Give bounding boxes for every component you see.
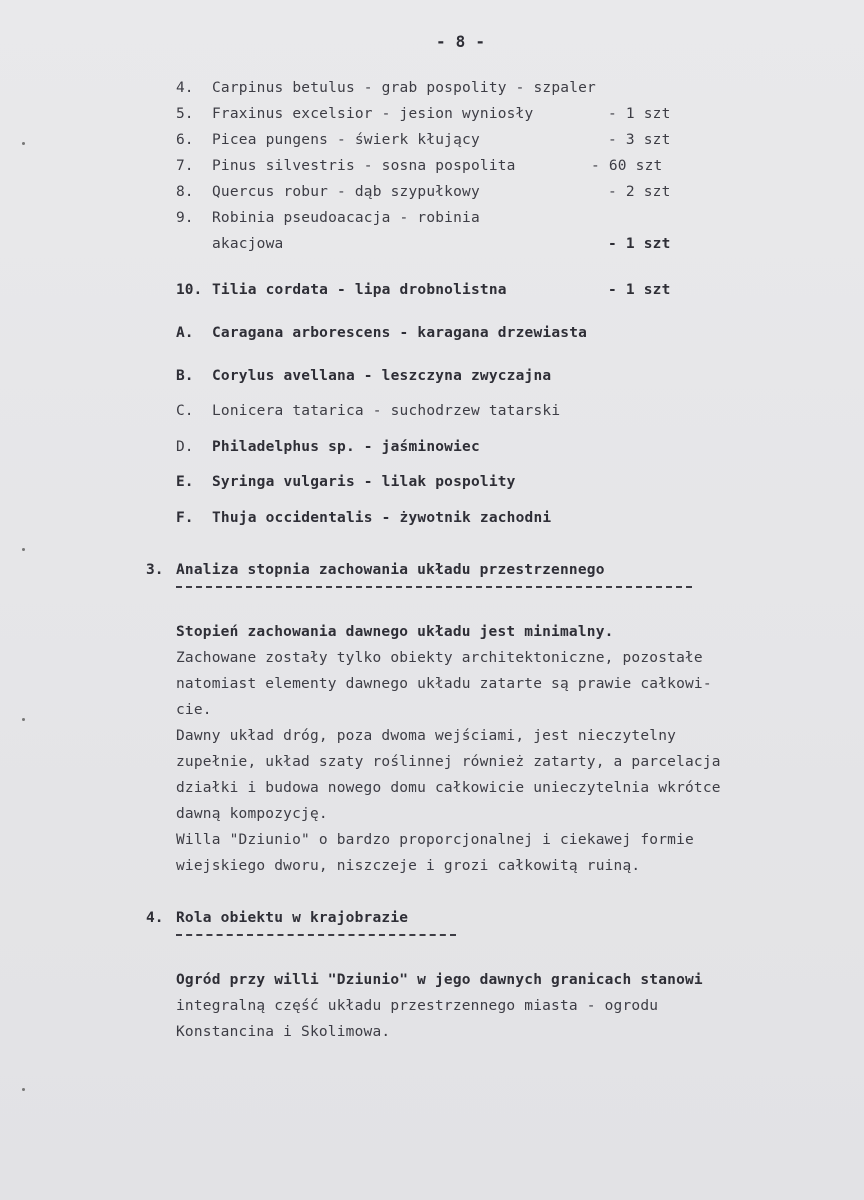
species-item: Pinus silvestris - sosna pospolita (212, 158, 516, 174)
species-item: Carpinus betulus - grab pospolity - szpaler (212, 80, 596, 96)
heading-underline (176, 934, 456, 936)
species-qty: - 1 szt (608, 236, 671, 252)
paragraph-line: Dawny układ dróg, poza dwoma wejściami, jest nieczytelny (176, 728, 677, 744)
punch-mark (22, 548, 25, 551)
page-number: - 8 - (436, 32, 486, 51)
species-qty: - 3 szt (608, 132, 671, 148)
paragraph-line: Zachowane zostały tylko obiekty architektoniczne, pozostałe (176, 650, 703, 666)
species-item: Tilia cordata - lipa drobnolistna (212, 282, 507, 298)
paragraph-line: zupełnie, układ szaty roślinnej również zatarty, a parcelacja (176, 754, 721, 770)
heading-underline (176, 586, 692, 588)
section-number: 4. (146, 910, 164, 926)
paragraph-line: Stopień zachowania dawnego układu jest minimalny. (176, 624, 614, 640)
species-qty: - 1 szt (608, 106, 671, 122)
species-num: 9. (176, 210, 194, 226)
paragraph-line: natomiast elementy dawnego układu zatarte są prawie całkowi- (176, 676, 712, 692)
species-item: Fraxinus excelsior - jesion wyniosły (212, 106, 534, 122)
shrub-letter: F. (176, 510, 194, 526)
shrub-letter: B. (176, 368, 194, 384)
paragraph-line: Willa "Dziunio" o bardzo proporcjonalnej i ciekawej formie (176, 832, 694, 848)
paragraph-line: Ogród przy willi "Dziunio" w jego dawnych granicach stanowi (176, 972, 703, 988)
species-item: Robinia pseudoacacja - robinia (212, 210, 480, 226)
species-num: 5. (176, 106, 194, 122)
paragraph-line: działki i budowa nowego domu całkowicie unieczytelnia wkrótce (176, 780, 721, 796)
paragraph-line: wiejskiego dworu, niszczeje i grozi całkowitą ruiną. (176, 858, 641, 874)
paragraph-line: integralną część układu przestrzennego miasta - ogrodu (176, 998, 659, 1014)
shrub-letter: E. (176, 474, 194, 490)
shrub-letter: A. (176, 325, 194, 341)
species-item: Quercus robur - dąb szypułkowy (212, 184, 480, 200)
species-num: 8. (176, 184, 194, 200)
shrub-letter: C. (176, 403, 194, 419)
punch-mark (22, 142, 25, 145)
shrub-item: Lonicera tatarica - suchodrzew tatarski (212, 403, 561, 419)
punch-mark (22, 1088, 25, 1091)
shrub-item: Philadelphus sp. - jaśminowiec (212, 439, 480, 455)
shrub-item: Syringa vulgaris - lilak pospolity (212, 474, 516, 490)
section-heading: Analiza stopnia zachowania układu przestrzennego (176, 562, 605, 578)
paragraph-line: Konstancina i Skolimowa. (176, 1024, 391, 1040)
species-qty: - 60 szt (591, 158, 663, 174)
species-qty: - 1 szt (608, 282, 671, 298)
punch-mark (22, 718, 25, 721)
shrub-item: Thuja occidentalis - żywotnik zachodni (212, 510, 552, 526)
section-number: 3. (146, 562, 164, 578)
species-num: 10. (176, 282, 203, 298)
species-item: akacjowa (212, 236, 284, 252)
shrub-item: Caragana arborescens - karagana drzewiasta (212, 325, 588, 341)
shrub-letter: D. (176, 439, 194, 455)
paragraph-line: cie. (176, 702, 212, 718)
species-qty: - 2 szt (608, 184, 671, 200)
paragraph-line: dawną kompozycję. (176, 806, 328, 822)
shrub-item: Corylus avellana - leszczyna zwyczajna (212, 368, 552, 384)
species-num: 6. (176, 132, 194, 148)
species-num: 7. (176, 158, 194, 174)
species-num: 4. (176, 80, 194, 96)
species-item: Picea pungens - świerk kłujący (212, 132, 480, 148)
section-heading: Rola obiektu w krajobrazie (176, 910, 409, 926)
